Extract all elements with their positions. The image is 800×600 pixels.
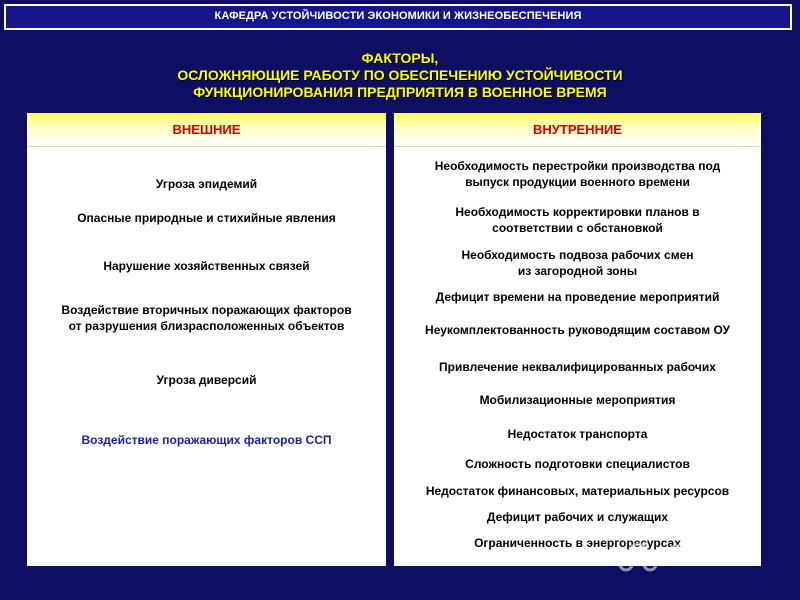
page-title [0,50,800,101]
title-line-1: ФАКТОРЫ, [361,50,439,66]
list-item: Дефицит времени на проведение мероприятий [435,290,720,304]
list-item: Сложность подготовки специалистов [465,457,690,471]
list-item: Дефицит рабочих и служащих [486,510,669,524]
internal-factors-panel [394,113,761,566]
department-name: КАФЕДРА УСТОЙЧИВОСТИ ЭКОНОМИКИ И ЖИЗНЕОБЕСПЕЧЕНИЯ [214,10,582,22]
list-item: Воздействие поражающих факторов ССП [81,433,332,447]
list-item: Привлечение неквалифицированных рабочих [439,360,716,374]
list-item: Необходимость подвоза рабочих смен [461,248,694,262]
external-factors-panel [27,113,386,566]
title-line-3: ФУНКЦИОНИРОВАНИЯ ПРЕДПРИЯТИЯ В ВОЕННОЕ ВРЕМЯ [193,84,607,100]
list-item: Необходимость корректировки планов в [455,205,700,219]
list-item: Угроза эпидемий [155,177,258,191]
title-line-2: ОСЛОЖНЯЮЩИЕ РАБОТУ ПО ОБЕСПЕЧЕНИЮ УСТОЙЧИВОСТИ [177,67,623,83]
list-item: Необходимость перестройки производства под [434,159,721,173]
list-item: Недостаток транспорта [507,427,648,441]
list-item: Воздействие вторичных поражающих факторов [61,303,352,317]
list-item: Нарушение хозяйственных связей [103,259,310,273]
internal-heading: ВНУТРЕННИЕ [394,113,761,147]
watermark-text: Share [668,540,746,571]
list-item: выпуск продукции военного времени [465,175,690,189]
list-item: Мобилизационные мероприятия [479,393,676,407]
list-item: от разрушения близрасположенных объектов [68,319,345,333]
list-item: Недостаток финансовых, материальных ресурсов [425,484,730,498]
external-heading: ВНЕШНИЕ [27,113,386,147]
list-item: Опасные природные и стихийные явления [77,211,336,225]
list-item: соответствии с обстановкой [492,221,663,235]
list-item: Ограниченность в энергоресурсах [474,536,681,550]
header-bar [4,4,792,30]
list-item: из загородной зоны [517,264,638,278]
list-item: Угроза диверсий [156,373,257,387]
list-item: Неукомплектованность руководящим составом ОУ [425,323,730,337]
